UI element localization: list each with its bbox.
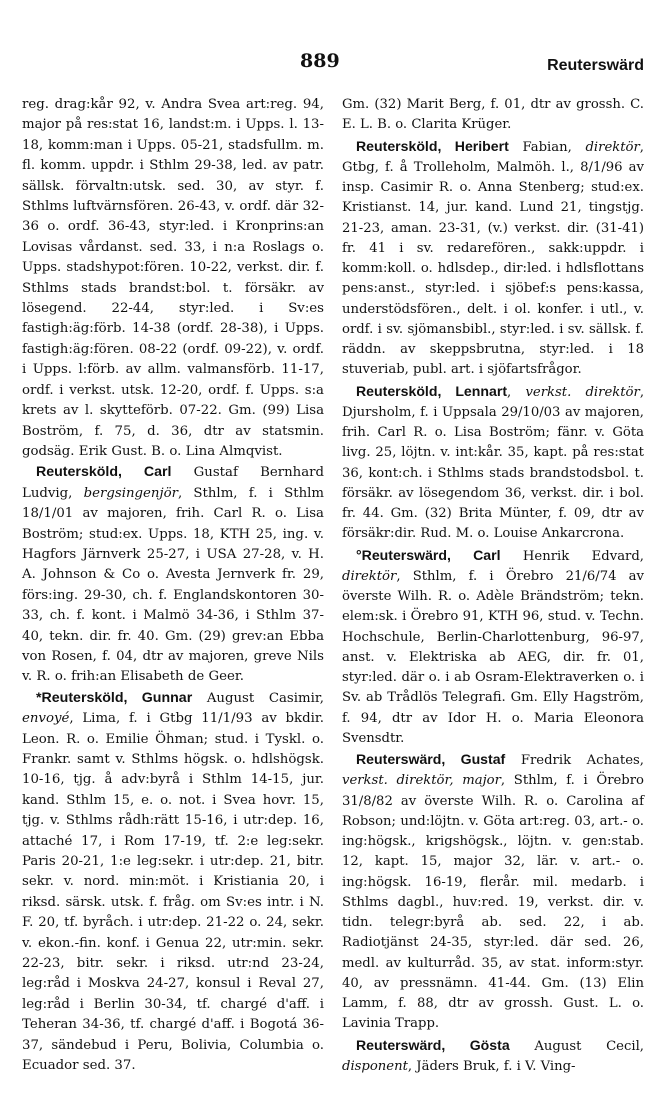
entry-given-names: August Cecil, [509,1038,645,1054]
entry-text: , Djursholm, f. i Uppsala 29/10/03 av majoren, frih. Carl R. o. Lisa Boström; fänr. v. Göta livg. 25, löjtn. v. int:kår. 35, kapt. på res:stat 36, kont:ch. i Sthlms stads brandstodsbol. t. försäkr. av lösegendom 36, verkst. dir. i bol. fr. 44. Gm. (32) Brita Münter, f. 09, dtr av försäkr:dir. Rud. M. o. Louise Ankarcrona. [342,384,645,542]
entry-given-names: Gustaf Bernhard Ludvig, [22,465,325,501]
entry-headword: °Reuterswärd, Carl [356,546,501,563]
page-number: 889 [300,50,340,72]
entry-continuation [22,95,324,462]
entry-text: , Sthlm, f. i Örebro 31/8/82 av överste Wilh. R. o. Carolina af Robson; und:löjtn. v. Göta art:reg. 03, art.- o. ing:högsk., krigshögsk., löjtn. v. gen:stab. 12, kapt. 15, major 32, lär. v. art.- o. ing:högsk. 16-19, flerår. mil. medarb. i Sthlms dagbl., huv:red. 19, verkst. dir. v. tidn. telegr:byrå ab. sed. 22, i ab. Radiotjänst 24-35, styr:led. där sed. 26, medl. av kulturråd. 35, av stat. inform:styr. 40, av pressnämn. 41-44. Gm. (13) Elin Lamm, f. 88, dtr av grossh. Gust. L. o. Lavinia Trapp. [342,773,644,1032]
entry-given-names: , [507,384,526,400]
entry-text: , Sthlm, f. i Örebro 21/6/74 av överste Wilh. R. o. Adèle Brändström; tekn. elem:sk. i Örebro 91, KTH 96, stud. v. Techn. Hochschule, Berlin-Charlottenburg, 96-97, anst. v. Elektriska ab AEG, dir. fr. 01, styr:led. där o. i ab Osram-Elektraverken o. i Sv. ab Trådlös Telegrafi. Gm. Elly Hagström, f. 94, dtr av Idor H. o. Maria Eleonora Svensdtr. [342,568,644,746]
entry-lennart-reuterskiold [342,381,644,545]
entry-carl-reuterskiold [22,462,324,687]
entry-gunnar-reuterskiold [22,688,324,1077]
entry-given-names: Fredrik Achates, [505,753,644,768]
entry-headword: Reutersköld, Lennart [356,382,508,399]
entry-heribert-reuterskiold [342,136,644,381]
entry-text: , Jäders Bruk, f. i V. Ving- [407,1058,576,1074]
entry-gosta-reutersward [342,1035,644,1078]
entry-text: , Gtbg, f. å Trolleholm, Malmöh. l., 8/1/96 av insp. Casimir R. o. Anna Stenberg; stud:ex. Kristianst. 14, jur. kand. Lund 21, tingstjg. 21-23, aman. 23-31, (v.) verkst. dir. (31-41) fr. 41 i sv. redarefören., sakk:uppdr. i komm:koll. o. hdlsdep., dir:led. i hdlsflottans pens:anst., styr:led. i sjöbef:s pens:kassa, understödsfören., delt. i ol. konfer. i utl., v. ordf. i sv. sjömansbibl., styr:led. i sv. sällsk. f. räddn. av skeppsbrutna, styr:led. i 18 stuveriab, publ. art. i sjöfartsfrågor. [342,139,644,378]
entry-headword: Reutersköld, Heribert [356,137,509,154]
entry-text: Gm. (32) Marit Berg, f. 01, dtr av grossh. C. E. L. B. o. Clarita Krüger. [342,97,644,133]
entry-continuation [342,95,644,136]
entry-text: reg. drag:kår 92, v. Andra Svea art:reg. 94, major på res:stat 16, landst:m. i Upps. l. 13-18, komm:man i Upps. 05-21, stadsfullm. m. fl. komm. uppdr. i Sthlm 29-38, led. av patr. sällsk. förvaltn:utsk. sed. 30, av styr. f. Sthlms luftvärnsfören. 26-43, v. ordf. där 32-36 o. ordf. 36-43, styr:led. i Kronprins:an Lovisas vårdanst. sed. 33, i n:a Roslags o. Upps. stadshypot:fören. 10-22, verkst. dir. f. Sthlms stads brandst:bol. t. försäkr. av lösegend. 22-44, styr:led. i Sv:es fastigh:äg:förb. 14-38 (ordf. 28-38), i Upps. fastigh:äg:fören. 08-22 (ordf. 09-22), v. ordf. i Upps. l:förb. av allm. valmansförb. 11-17, ordf. i verkst. utsk. 12-20, ordf. f. Upps. s:a krets av l. skytteförb. 07-22. Gm. (99) Lisa Boström, f. 75, d. 36, dtr av statsmin. godsäg. Erik Gust. B. o. Lina Almqvist. [22,97,324,459]
entry-occupation: envoyé [22,711,70,727]
entry-carl-reutersward [342,545,644,750]
entry-headword: *Reutersköld, Gunnar [36,689,193,706]
entry-occupation: bergsingenjör [83,485,178,501]
entry-occupation: verkst. direktör [525,384,640,400]
entry-given-names: Henrik Edvard, [500,548,644,564]
entry-given-names: August Casimir, [192,690,324,706]
entry-occupation: disponent [342,1058,408,1074]
entry-gustaf-reutersward [342,749,644,1035]
entry-given-names: Fabian, [508,139,586,155]
entry-text: , Sthlm, f. i Sthlm 18/1/01 av majoren, frih. Carl R. o. Lisa Boström; stud:ex. Upps. 18, KTH 25, ing. v. Hagfors Järnverk 25-27, i USA 27-28, v. H. A. Johnson & Co o. Avesta Jernverk fr. 29, förs:ing. 29-30, ch. f. Englandskontoren 30-33, ch. f. kont. i Malmö 34-36, i Sthlm 37-40, tekn. dir. fr. 40. Gm. (29) grev:an Ebba von Rosen, f. 04, dtr av majoren, greve Nils v. R. o. frih:an Elisabeth de Geer. [22,485,324,685]
entry-headword: Reutersköld, Carl [36,464,172,481]
entry-headword: Reuterswärd, Gösta [356,1036,510,1053]
right-column [342,95,644,1077]
left-column [22,95,324,1077]
entry-occupation: direktör [585,139,640,155]
entry-occupation: direktör [342,568,397,584]
entry-occupation: verkst. direktör, major [342,773,501,789]
entry-text: , Lima, f. i Gtbg 11/1/93 av bkdir. Leon. R. o. Emilie Öhman; stud. i Tyskl. o. Frankr. samt v. Sthlms högsk. o. hdlshögsk. 10-16, tjg. å adv:byrå i Sthlm 14-15, jur. kand. Sthlm 15, e. o. not. i Svea hovr. 15, tjg. v. Sthlms rådh:rätt 15-16, i utr:dep. 16, attaché 17, i Rom 17-19, tf. 2:e leg:sekr. Paris 20-21, 1:e leg:sekr. i utr:dep. 21, bitr. sekr. v. nord. min:möt. i Kristiania 20, i riksd. särsk. utsk. f. fråg. om Sv:es intr. i N. F. 20, tf. byråch. i utr:dep. 21-22 o. 24, sekr. v. ekon.-fin. konf. i Genua 22, utr:min. sekr. 22-23, bitr. sekr. i riksd. utr:nd 23-24, leg:råd i Moskva 24-27, konsul i Reval 27, leg:råd i Berlin 30-34, tf. chargé d'aff. i Teheran 34-36, tf. chargé d'aff. i Bogotá 36-37, sändebud i Peru, Bolivia, Columbia o. Ecuador sed. 37. [22,711,324,1074]
running-head: Reuterswärd [547,57,644,74]
entry-headword: Reuterswärd, Gustaf [356,751,506,767]
